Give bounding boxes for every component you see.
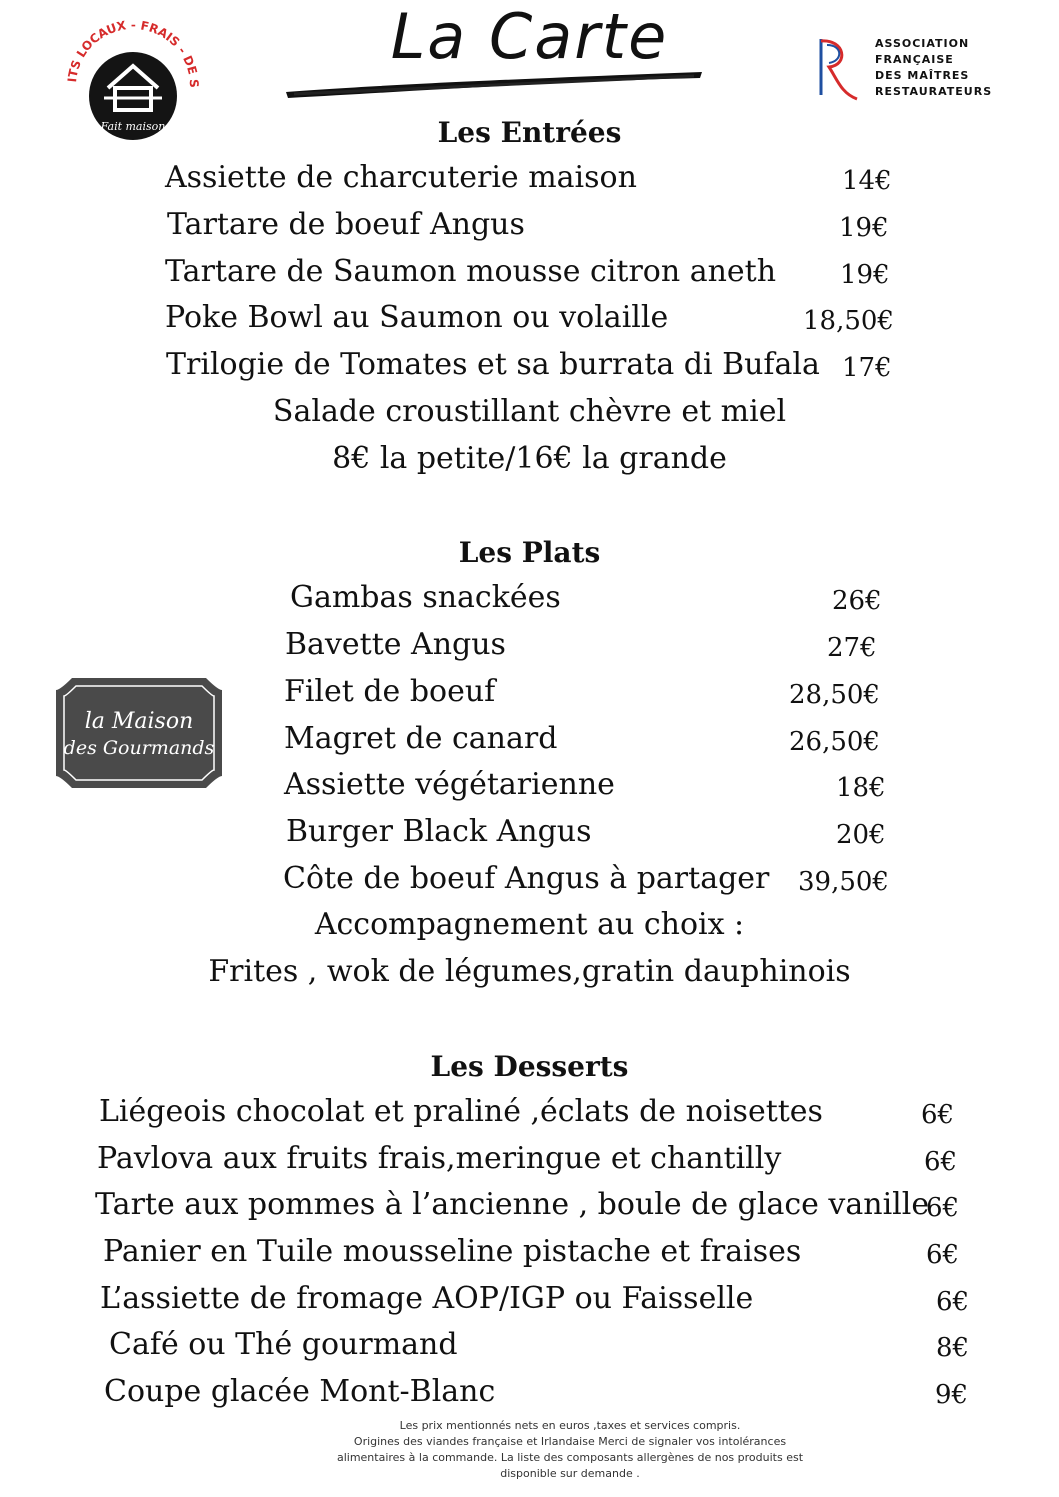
menu-item-name: Liégeois chocolat et praliné ,éclats de noisettes [99,1094,823,1129]
menu-item-name: Burger Black Angus [286,814,592,849]
section-title-desserts: Les Desserts [430,1050,629,1083]
footer-notice [300,1418,840,1482]
menu-item-price: 14€ [842,166,892,196]
menu-item-price: 6€ [926,1193,960,1223]
logo-line-3: DES MAÎTRES [875,69,970,82]
page-title: La Carte [390,0,669,73]
menu-item-name: Pavlova aux fruits frais,meringue et chantilly [97,1141,782,1176]
footer-line: disponible sur demande . [500,1467,640,1480]
menu-item-name: Gambas snackées [290,580,561,615]
menu-item-name: Magret de canard [284,721,558,756]
menu-item-name: Poke Bowl au Saumon ou volaille [165,300,669,335]
menu-item-price: 19€ [839,213,889,243]
menu-item-name: Bavette Angus [285,627,506,662]
menu-item-price: 18€ [836,773,886,803]
menu-item-name: Panier en Tuile mousseline pistache et fraises [103,1234,802,1269]
menu-item-name: Tarte aux pommes à l’ancienne , boule de glace vanille [95,1187,930,1222]
menu-item-price: 26,50€ [789,727,880,757]
footer-line: Origines des viandes française et Irlandaise Merci de signaler vos intolérances [353,1435,787,1448]
menu-item-name: L’assiette de fromage AOP/IGP ou Faisselle [100,1281,754,1316]
menu-item-price: 9€ [935,1380,969,1410]
menu-item-price: 28,50€ [789,680,880,710]
menu-item-price: 6€ [921,1100,955,1130]
brush-stroke [284,70,704,102]
menu-item-price: 27€ [827,633,877,663]
menu-item-price: 8€ [936,1333,970,1363]
badge-line-2: des Gourmands [63,737,215,759]
section-title-plats: Les Plats [458,536,601,569]
footer-line: Les prix mentionnés nets en euros ,taxes et services compris. [399,1419,741,1432]
menu-item-price: 39,50€ [798,867,889,897]
menu-item-price: 20€ [836,820,886,850]
accompagnement-options: Frites , wok de légumes,gratin dauphinois [208,954,851,989]
salade-description: Salade croustillant chèvre et miel [272,394,787,429]
logo-line-1: ASSOCIATION [875,37,970,50]
menu-item-price: 17€ [842,353,892,383]
accompagnement-title: Accompagnement au choix : [314,907,745,942]
footer-line: alimentaires à la commande. La liste des composants allergènes de nos produits est [336,1451,804,1464]
logo-arc-text: ITS LOCAUX - FRAIS - DE S [65,17,202,89]
salade-prices: 8€ la petite/16€ la grande [332,441,727,476]
logo-fait-maison-label: Fait maison [100,120,166,133]
menu-item-name: Tartare de boeuf Angus [167,207,525,242]
menu-item-name: Trilogie de Tomates et sa burrata di Bufala [166,347,820,382]
menu-item-price: 26€ [832,586,882,616]
menu-item-name: Café ou Thé gourmand [109,1327,458,1362]
maison-des-gourmands-badge [50,672,228,794]
menu-item-name: Assiette végétarienne [284,767,615,802]
menu-item-price: 6€ [924,1147,958,1177]
section-title-entrees: Les Entrées [437,116,622,149]
logo-line-2: FRANÇAISE [875,53,954,66]
badge-line-1: la Maison [84,709,194,734]
menu-item-name: Côte de boeuf Angus à partager [283,861,770,896]
menu-item-price: 19€ [840,260,890,290]
logo-line-4: RESTAURATEURS [875,85,993,98]
menu-item-price: 6€ [926,1240,960,1270]
maitres-restaurateurs-logo [815,35,1030,105]
menu-item-price: 18,50€ [803,306,894,336]
menu-item-name: Filet de boeuf [284,674,496,709]
menu-item-price: 6€ [936,1287,970,1317]
menu-item-name: Tartare de Saumon mousse citron aneth [165,254,777,289]
menu-item-name: Coupe glacée Mont-Blanc [104,1374,496,1409]
menu-item-name: Assiette de charcuterie maison [165,160,637,195]
